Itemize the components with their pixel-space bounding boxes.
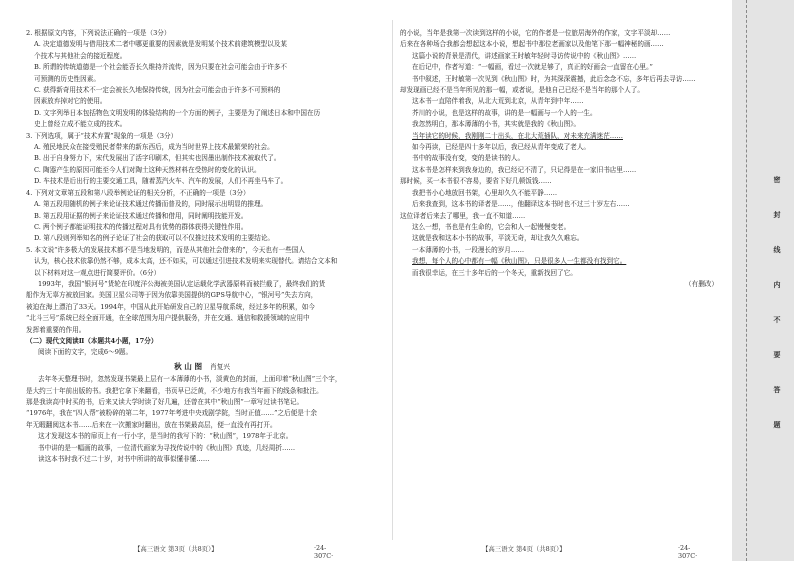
left-page-number: 【高三语文 第3页（共8页）】	[134, 545, 218, 553]
right-story-line-5: 书中叙述，王时敏第一次见到《秋山图》时，为其深深震撼，此后念念不忘，多年后再去寻访……	[412, 74, 696, 83]
right-page-footer	[482, 544, 698, 560]
right-story-line-2: 后来在各种场合我都会想起这本小说，想起书中那位老画家以及他笔下那一幅神秘的画……	[400, 40, 664, 49]
q4-stem: 4. 下列对文章第五段和第八段举例论证的相关分析，不正确的一项是（3分）	[26, 188, 250, 197]
right-story-line-20: 一本薄薄的小书，一段漫长的岁月……	[412, 245, 525, 254]
right-story-line-19: 这就是我和这本小书的故事，平淡无奇，却让我久久难忘。	[412, 234, 584, 243]
right-exam-code: ·24-307C·	[678, 544, 698, 560]
material-line-1: 1993年，我国“银河号”货轮在印度洋公海被美国认定运载化学武器原料而被拦截了，最终我们的货	[38, 279, 326, 288]
story-line-6: 这才发现这本书的扉页上有一行小字，是当时的我写下的：“秋山图”，1978年于北京。	[38, 432, 293, 441]
right-story-line-4: 在后记中，作者写道：“一幅画，看过一次就足够了，真正的好画会一直留在心里。”	[412, 63, 653, 72]
q3-option-d: D. 车技术是后出行的主要交通工具，随着蒸汽火车、汽车的发展，人们不再坐马车了。	[34, 177, 288, 186]
right-column	[400, 28, 728, 290]
right-story-line-15: 我把书小心地放回书架，心里却久久不能平静……	[412, 188, 558, 197]
left-exam-code: ·24-307C·	[314, 544, 334, 560]
q2-option-d-1: D. 文字列举日本包括物色文明发明的体验结构的一个方面的例子，主要是为了阐述日本和中国在历	[34, 108, 321, 117]
left-column	[26, 28, 378, 465]
q4-option-d: D. 第八段则列举知名的例子论证了社会的获取可以不仅推过技术发明的主要结论。	[34, 234, 275, 243]
q3-option-b: B. 出于自身努力下，宋代发展出了活字印刷术，但其实也因墨出制作技术被取代了。	[34, 154, 281, 163]
right-story-line-12: 书中的故事没有变，变的是读书的人。	[412, 154, 525, 163]
story-line-2: 是大约三十年前出版的书。我把它拿下来翻看，书页早已泛黄，不少地方有我当年画下的线条和批注。	[26, 386, 323, 395]
story-line-5: 年无暇翻阅这本书……后来在一次搬家时翻出，放在书架最高层，便一直没有再打开。	[26, 420, 277, 429]
q2-option-c-1: C. 获得新奇用技术不一定会被长久地保持传统，因为社会可能会由于许多不可预料的	[34, 86, 281, 95]
q4-option-a: A. 第五段用随机的例子来论证技术通过传播而普及的，同时展示出明显的推理。	[34, 200, 268, 209]
article-title	[26, 361, 378, 373]
material-line-2: 船作为无辜方被放回家。美国卫星公司等于因为依靠美国提供的GPS导航中心，“银河号”失去方向，	[26, 291, 318, 300]
right-story-line-1: 的小说，当年是我第一次读到这样的小说，它的作者是一位旅居海外的作家，文字平淡却……	[400, 29, 671, 37]
right-story-line-16: 后来我查到，这本书的译者是……，他翻译这本书时也不过三十岁左右……	[412, 200, 630, 209]
seal-char-4: 内	[773, 280, 781, 289]
binding-strip	[732, 0, 794, 561]
right-story-line-21: 我想，每个人的心中都有一幅《秋山图》，只是很多人一生都没有找到它。	[412, 257, 627, 266]
right-story-line-10: 当年读它的时候，我刚刚二十出头，在北大荒插队，对未来充满迷茫……	[412, 131, 623, 140]
article-author: 肖复兴	[210, 362, 230, 371]
right-story-line-13: 这本书是怎样来到我身边的，我已经记不清了，只记得是在一家旧书店里……	[412, 165, 637, 174]
article-title-text: 秋 山 图	[174, 361, 203, 371]
seal-char-8: 题	[773, 420, 781, 429]
right-story-line-11: 如今再读，已经是四十多年以后，我已经从青年变成了老人。	[412, 143, 591, 152]
q3-option-c: C. 陶器产生的原因可能至今人们对陶土这种天然材料在受热时的变化的认识。	[34, 165, 261, 174]
seal-line	[746, 0, 747, 561]
q2-option-a-2: 个技术与其他社会的接近程度。	[34, 51, 127, 60]
story-line-1: 去年冬天整理书时，忽然发现书架最上层有一本薄薄的小书，淡黄色的封面，上面印着“秋山图”三个字，	[38, 375, 342, 384]
q4-option-b: B. 第五段用证据的例子来论证技术通过传播和借用，同时阐明技能开发。	[34, 211, 248, 220]
q2-option-b-2: 可预测的历史性因素。	[34, 74, 100, 83]
q2-option-b-1: B. 所谓的传统道德是一个社会能否长久维持并流传，因为只要在社会可能会由于许多不	[34, 63, 288, 72]
q2-stem: 2. 根据原文内容，下列说法正确的一项是（3分）	[26, 29, 171, 37]
left-page-footer	[134, 544, 334, 560]
section-heading: （二）现代文阅读Ⅱ（本题共4小题，17分）	[26, 336, 158, 345]
right-story-line-14: 那时候，买一本书很不容易，要省下好几顿饭钱……	[400, 177, 552, 186]
q3-stem: 3. 下列选项，属于“技术弃置”现象的一项是（3分）	[26, 131, 178, 140]
material-line-5: 发挥着重要的作用。	[26, 325, 86, 334]
seal-char-6: 要	[773, 350, 781, 359]
q2-option-a-1: A. 决定道德发明与借用技术二者中哪更重要的因素就是发明某个技术前建筑模型以及某	[34, 40, 287, 49]
left-page	[0, 0, 392, 561]
q5-line-1: 认为，核心技术依靠仍然不够，成本太高，还不如买，可以通过引进技术发明来实现替代。请结合文本和	[34, 257, 338, 266]
right-story-line-9: 我忽然明白，那本薄薄的小书，其实就是我的《秋山图》。	[412, 120, 581, 129]
q3-option-a: A. 殖民地民众在接受殖民者带来的新东西后，成为当时世界上技术最繁荣的社会。	[34, 143, 274, 152]
seal-char-5: 不	[773, 315, 781, 324]
q5-line-2: 以下材料对这一观点进行简要评价。（6分）	[34, 268, 161, 277]
q5-stem: 5. 本文说“许多极大的发展技术都不是当地发明的，而是从其他社会借来的”，今天也有一些国人	[26, 245, 305, 254]
q2-option-c-2: 因素放弃掉对它的使用。	[34, 97, 107, 106]
right-page-number: 【高三语文 第4页（共8页）】	[482, 545, 566, 553]
right-story-line-7: 这本书一直陪伴着我，从北大荒到北京，从青年到中年……	[412, 97, 584, 106]
right-story-line-23: （有删改）	[685, 279, 718, 288]
right-story-line-6: 却发现画已经不是当年所见的那一幅，或者说，是他自己已经不是当年的那个人了。	[400, 86, 644, 95]
q4-option-c: C. 两个例子都能证明技术的传播过程对具有优势的群体获得关键性作用。	[34, 222, 248, 231]
right-page	[392, 0, 732, 561]
right-story-line-3: 这篇小说的背景是清代，讲述画家王时敏年轻时寻访传说中的《秋山图》……	[412, 51, 637, 60]
story-line-3: 那是我读高中时买的书，后来又读大学时读了好几遍，还曾在其中“秋山图”一章写过读书笔记。	[26, 398, 304, 406]
right-story-line-17: 这位译者后来去了哪里，我一直不知道……	[400, 211, 526, 220]
material-line-4: “北斗三号”系统已经全面开通，在全球范围为用户提供服务，并在交通、通信和救援领域的应用中	[26, 314, 310, 323]
story-line-8: 读这本书时我不过二十岁，对书中所讲的故事似懂非懂……	[38, 455, 210, 464]
material-line-3: 被迫在海上漂泊了33天。1994年，中国从此开始研发自己的卫星导航系统，经过多年的积累，如今	[26, 302, 315, 311]
seal-char-7: 答	[773, 385, 781, 394]
seal-char-2: 封	[773, 210, 781, 219]
seal-char-3: 线	[773, 245, 781, 254]
right-story-line-18: 这么一想，书也是有生命的，它会和人一起慢慢变老。	[412, 222, 571, 231]
right-story-line-8: 芥川的小说，也是这样的故事，讲的是一幅画与一个人的一生。	[412, 108, 597, 117]
story-line-4: “1976年，我在“四人帮”被粉碎的第二年，1977年考进中央戏剧学院，当时正值……”之后便是十余	[26, 409, 318, 418]
right-story-line-22: 而我很幸运，在三十多年后的一个冬天，重新找回了它。	[412, 268, 577, 277]
seal-char-1: 密	[773, 175, 781, 184]
q2-option-d-2: 史上曾经立成不能立成的技术。	[34, 120, 127, 129]
story-line-7: 书中讲的是一幅画的故事，一位清代画家为寻找传说中的《秋山图》真迹，几经周折……	[38, 443, 296, 452]
reading-instruction: 阅读下面的文字，完成6～9题。	[38, 348, 133, 357]
